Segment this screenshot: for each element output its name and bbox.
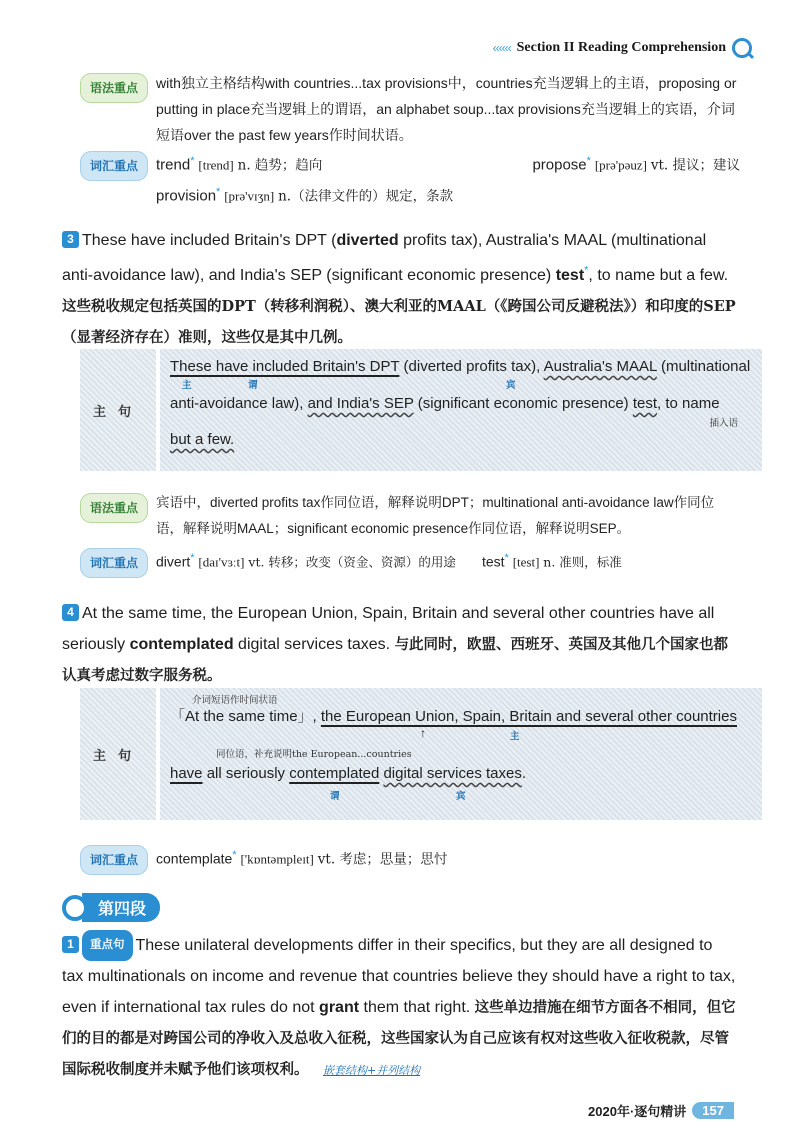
subject: the European Union, Spain, Britain and several other countries xyxy=(320,708,737,725)
vocab-item xyxy=(156,545,456,576)
en-text: digital services taxes. xyxy=(233,636,391,653)
subject-label: 主 xyxy=(510,731,520,742)
en-text: These unilateral developments differ in their specifics, but they are all designed to tax multinationals on income and revenue that countries believe they should have a right to tax, even if international tax rules do not xyxy=(62,937,736,1016)
appositive-label: 同位语，补充说明the European...countries xyxy=(216,749,412,760)
analysis-line xyxy=(170,429,752,451)
section-title: Section II Reading Comprehension xyxy=(516,40,726,55)
en-text: , to name but a few. xyxy=(588,267,729,285)
analysis-label: 主句 xyxy=(80,688,156,820)
vocab-meaning: n. 趋势；趋向 xyxy=(237,157,323,174)
sentence-5 xyxy=(62,930,738,1086)
star-icon: * xyxy=(190,155,195,167)
vocab-note-p2 xyxy=(80,148,740,209)
vocab-phonetic: [trend] xyxy=(198,157,234,173)
vocab-word: test xyxy=(481,553,505,570)
vocab-meaning: vt. 提议；建议 xyxy=(650,157,740,174)
vocab-note-p4 xyxy=(80,842,740,875)
key-word: grant xyxy=(319,999,360,1016)
object: test xyxy=(632,395,658,412)
analysis-notes xyxy=(170,415,752,429)
predicate: have xyxy=(170,765,203,782)
vocab-note-p3 xyxy=(80,545,740,578)
sentence-en xyxy=(62,232,728,284)
analysis-notes xyxy=(170,728,752,742)
analysis-line xyxy=(170,357,752,377)
vocab-phonetic: [prə'vɪʒn] xyxy=(224,188,275,204)
vocab-list xyxy=(156,148,740,209)
en-text: profits tax), Australia's MAAL (multinational anti-avoidance law), and India's SEP (significant economic presence) xyxy=(62,232,707,285)
sentence-number: 3 xyxy=(62,231,79,248)
vocab-meaning: n.（法律文件的）规定，条款 xyxy=(278,188,454,205)
page-number: 157 xyxy=(692,1102,734,1119)
star-icon: * xyxy=(584,265,589,277)
appositive: anti-avoidance law), xyxy=(170,395,308,412)
en-text: them that right. xyxy=(359,999,471,1016)
predicate: contemplated xyxy=(289,765,380,782)
vocab-list xyxy=(156,545,740,576)
main-clause: These have included Britain's DPT xyxy=(170,358,400,375)
star-icon: * xyxy=(232,849,237,861)
grammar-tag: 语法重点 xyxy=(80,73,148,103)
vocab-tag: 词汇重点 xyxy=(80,151,148,181)
predicate-label: 谓 xyxy=(248,380,258,391)
vocab-phonetic: [prə'pəuz] xyxy=(594,157,647,173)
vocab-word: provision xyxy=(156,187,217,205)
insert: , to name xyxy=(657,395,720,412)
en-text: These have included Britain's DPT ( xyxy=(82,232,337,249)
book-title: 2020年·逐句精讲 xyxy=(588,1104,687,1119)
structure-note: 嵌套结构+并列结构 xyxy=(322,1064,421,1077)
object: digital services taxes xyxy=(383,765,522,782)
insert: but a few. xyxy=(170,431,235,448)
sentence-cn: 这些税收规定包括英国的DPT（转移利润税）、澳大利亚的MAAL（《跨国公司反避税法》）和印度的SEP（显著经济存在）准则，这些仅是其中几例。 xyxy=(62,298,736,347)
analysis-notes xyxy=(170,786,752,802)
analysis-label: 主句 xyxy=(80,349,156,471)
sentence-4 xyxy=(62,598,738,691)
grammar-text: 宾语中，diverted profits tax作同位语，解释说明DPT；multinational anti-avoidance law作同位语，解释说明MAAL；significant economic presence作同位语，解释说明SEP。 xyxy=(156,495,715,536)
sentence-3 xyxy=(62,225,738,353)
analysis-content xyxy=(160,349,762,471)
analysis-content xyxy=(160,688,762,820)
object-label: 宾 xyxy=(456,791,466,802)
chevron-arrows-icon: ‹‹‹‹‹‹ xyxy=(492,41,511,55)
key-word: test xyxy=(555,267,585,285)
vocab-item xyxy=(156,842,447,873)
key-word: diverted xyxy=(336,232,399,249)
vocab-meaning: n. 准则，标准 xyxy=(543,554,622,570)
object: Australia's MAAL xyxy=(543,358,657,375)
analysis-box-4 xyxy=(80,688,762,820)
analysis-notes xyxy=(170,746,752,762)
vocab-item xyxy=(458,148,740,179)
analysis-notes xyxy=(170,377,752,393)
vocab-item xyxy=(156,179,740,210)
star-icon: * xyxy=(586,155,591,167)
sentence-cn: 与此同时，欧盟、西班牙、英国及其他几个国家也都认真考虑过数字服务税。 xyxy=(62,636,729,684)
grammar-note-p3 xyxy=(80,490,740,542)
vocab-item xyxy=(156,148,438,179)
key-sentence-badge: 重点句 xyxy=(82,930,133,961)
section-title: 第四段 xyxy=(82,893,160,922)
period: . xyxy=(521,765,527,782)
appositive: (significant economic presence) xyxy=(413,395,633,412)
adverb: all seriously xyxy=(202,765,290,782)
predicate-label: 谓 xyxy=(330,791,340,802)
vocab-word: propose xyxy=(532,156,587,174)
vocab-meaning: vt. 考虑；思量；思忖 xyxy=(317,851,448,868)
star-icon: * xyxy=(216,185,221,198)
en-text: At the same time, the European Union, Spain, Britain and several other countries have all seriously xyxy=(62,605,715,653)
page-footer xyxy=(588,1101,734,1120)
analysis-notes xyxy=(170,692,752,706)
arrow-up-icon: ↑ xyxy=(420,726,426,740)
search-q-icon xyxy=(62,895,88,921)
star-icon: * xyxy=(190,552,195,564)
section-heading xyxy=(62,893,160,922)
vocab-word: trend xyxy=(156,156,191,174)
grammar-tag: 语法重点 xyxy=(80,493,148,523)
vocab-phonetic: ['kɒntəmpleɪt] xyxy=(240,851,314,867)
analysis-line xyxy=(170,762,752,786)
vocab-word: divert xyxy=(156,553,191,570)
vocab-item xyxy=(482,545,622,576)
star-icon: * xyxy=(504,552,509,564)
sentence-number: 1 xyxy=(62,936,79,953)
subject-label: 主 xyxy=(182,380,192,391)
vocab-phonetic: [daɪ'vɜːt] xyxy=(198,554,245,570)
object-label: 宾 xyxy=(506,380,516,391)
object: and India's SEP xyxy=(307,395,414,412)
vocab-word: contemplate xyxy=(156,850,233,867)
search-q-icon xyxy=(732,38,752,58)
vocab-meaning: vt. 转移；改变（资金、资源）的用途 xyxy=(248,554,456,570)
adverbial-label: 介词短语作时间状语 xyxy=(192,695,278,706)
adverbial: 「At the same time」, xyxy=(170,708,321,725)
grammar-note-p2 xyxy=(80,70,740,148)
appositive: (multinational xyxy=(656,358,751,375)
vocab-phonetic: [test] xyxy=(512,554,540,570)
analysis-box-3 xyxy=(80,349,762,471)
appositive: (diverted profits tax), xyxy=(399,358,544,375)
vocab-tag: 词汇重点 xyxy=(80,548,148,578)
analysis-line xyxy=(170,706,752,728)
sentence-number: 4 xyxy=(62,604,79,621)
analysis-line xyxy=(170,393,752,415)
key-word: contemplated xyxy=(129,636,234,653)
insert-label: 插入语 xyxy=(709,418,738,429)
sentence-cn: 这些单边措施在细节方面各不相同，但它们的目的都是对跨国公司的净收入及总收入征税，这些国家认为自己应该有权对这些收入征收税款，尽管国际税收制度并未赋予他们该项权利。 xyxy=(62,999,736,1078)
grammar-text: with独立主格结构with countries...tax provisions中，countries充当逻辑上的主语，proposing or putting in place充当逻辑上的谓语，an alphabet soup...tax provisions充当逻辑上的宾语，介词短语over the past few years作时间状语。 xyxy=(156,75,737,143)
vocab-tag: 词汇重点 xyxy=(80,845,148,875)
running-header xyxy=(493,38,752,58)
